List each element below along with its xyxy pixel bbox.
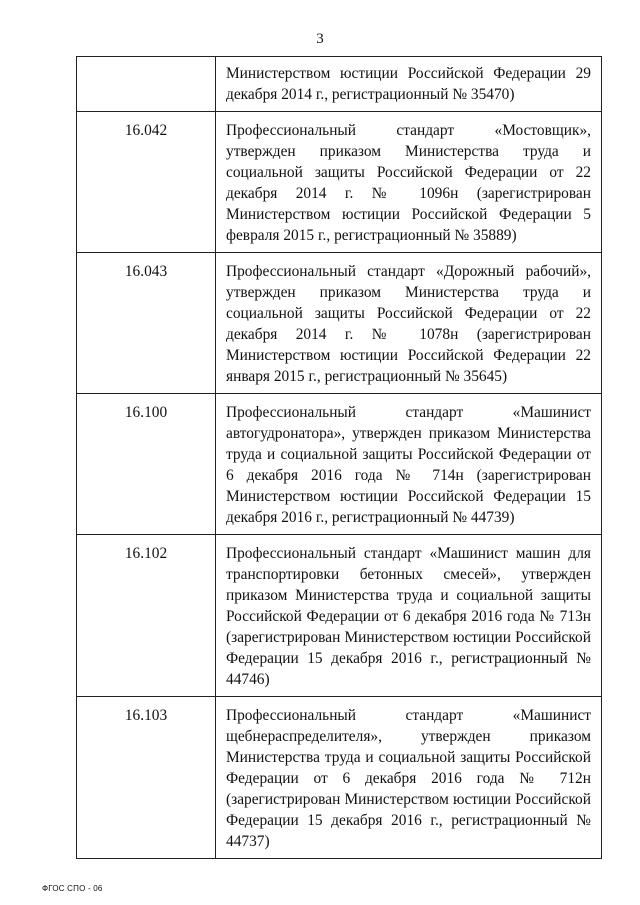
standard-description: Профессиональный стандарт «Машинист машин для транспортировки бетонных смесей», утвержден приказом Министерства труда и социальной защиты Российской Федерации от 6 декабря 2016 года № 713н (зарегистрирован Министерством юстиции Российской Федерации 15 декабря 2016 г., регистрационный № 44746): [216, 535, 602, 697]
standard-description: Профессиональный стандарт «Машинист автогудронатора», утвержден приказом Министерства труда и социальной защиты Российской Федерации от 6 декабря 2016 года № 714н (зарегистрирован Министерством юстиции Российской Федерации 15 декабря 2016 г., регистрационный № 44739): [216, 394, 602, 535]
standards-table: [76, 56, 602, 859]
standard-code: 16.102: [77, 535, 216, 697]
standard-description: Министерством юстиции Российской Федерации 29 декабря 2014 г., регистрационный № 35470): [216, 57, 602, 112]
standard-code: 16.103: [77, 697, 216, 859]
table-row: [77, 535, 602, 697]
footer-label: ФГОС СПО - 06: [42, 884, 103, 893]
table-row: [77, 697, 602, 859]
standard-description: Профессиональный стандарт «Машинист щебнераспределителя», утвержден приказом Министерства труда и социальной защиты Российской Федерации от 6 декабря 2016 года № 712н (зарегистрирован Министерством юстиции Российской Федерации 15 декабря 2016 г., регистрационный № 44737): [216, 697, 602, 859]
standard-description: Профессиональный стандарт «Дорожный рабочий», утвержден приказом Министерства труда и социальной защиты Российской Федерации от 22 декабря 2014 г. № 1078н (зарегистрирован Министерством юстиции Российской Федерации 22 января 2015 г., регистрационный № 35645): [216, 253, 602, 394]
table-row: [77, 253, 602, 394]
standard-code: [77, 57, 216, 112]
standard-code: 16.043: [77, 253, 216, 394]
standard-description: Профессиональный стандарт «Мостовщик», утвержден приказом Министерства труда и социальной защиты Российской Федерации от 22 декабря 2014 г. № 1096н (зарегистрирован Министерством юстиции Российской Федерации 5 февраля 2015 г., регистрационный № 35889): [216, 112, 602, 253]
table-row: [77, 57, 602, 112]
table-row: [77, 394, 602, 535]
table-row: [77, 112, 602, 253]
standard-code: 16.042: [77, 112, 216, 253]
standard-code: 16.100: [77, 394, 216, 535]
page-number: 3: [316, 31, 324, 47]
